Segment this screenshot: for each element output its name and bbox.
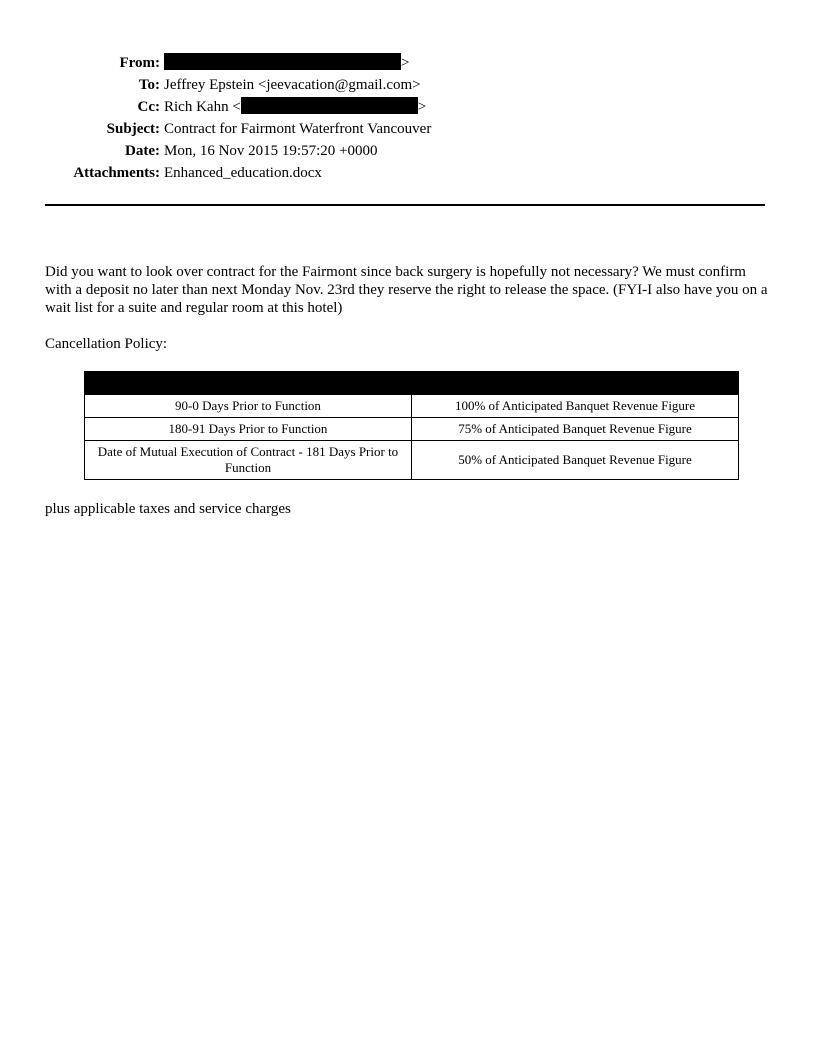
subject-row — [0, 118, 816, 140]
taxes-note: plus applicable taxes and service charges — [45, 501, 291, 517]
redaction-bar — [241, 97, 418, 114]
email-body — [45, 263, 775, 317]
from-value — [164, 52, 409, 74]
body-paragraph: Did you want to look over contract for the Fairmont since back surgery is hopefully not necessary? We must confirm with a deposit no later than next Monday Nov. 23rd they reserve the right to release the space. (FYI-I also have you on a wait list for a suite and regular room at this hotel) — [45, 264, 768, 316]
table-row — [85, 395, 739, 418]
table-header-cell — [85, 372, 412, 395]
attachments-row — [0, 162, 816, 184]
cancellation-policy-label: Cancellation Policy: — [45, 336, 168, 352]
period-cell: Date of Mutual Execution of Contract - 181 Days Prior to Function — [85, 441, 412, 480]
date-row — [0, 140, 816, 162]
cancellation-policy-table — [84, 371, 739, 480]
header-divider — [45, 204, 765, 206]
fee-cell: 100% of Anticipated Banquet Revenue Figure — [412, 395, 739, 418]
cc-row — [0, 96, 816, 118]
redaction-bar — [164, 53, 401, 70]
attachments-value[interactable]: Enhanced_education.docx — [164, 165, 322, 181]
attachments-label: Attachments: — [73, 165, 160, 181]
to-row — [0, 74, 816, 96]
from-suffix: > — [401, 55, 410, 71]
period-cell: 90-0 Days Prior to Function — [85, 395, 412, 418]
period-cell: 180-91 Days Prior to Function — [85, 418, 412, 441]
subject-label: Subject: — [106, 121, 160, 137]
cc-label: Cc: — [137, 99, 160, 115]
to-value: Jeffrey Epstein <jeevacation@gmail.com> — [164, 77, 421, 93]
table-row — [85, 418, 739, 441]
cc-prefix: Rich Kahn < — [164, 99, 241, 115]
fee-cell: 75% of Anticipated Banquet Revenue Figure — [412, 418, 739, 441]
cc-suffix: > — [417, 99, 427, 115]
cc-value — [164, 96, 426, 118]
date-label: Date: — [125, 143, 160, 159]
to-label: To: — [138, 77, 160, 93]
fee-cell: 50% of Anticipated Banquet Revenue Figure — [412, 441, 739, 480]
email-header — [0, 52, 816, 184]
subject-value: Contract for Fairmont Waterfront Vancouver — [164, 121, 432, 137]
date-value: Mon, 16 Nov 2015 19:57:20 +0000 — [164, 143, 378, 159]
from-label: From: — [119, 55, 160, 71]
table-row — [85, 441, 739, 480]
from-row — [0, 52, 816, 74]
table-header-cell — [412, 372, 739, 395]
table-header-row — [85, 372, 739, 395]
